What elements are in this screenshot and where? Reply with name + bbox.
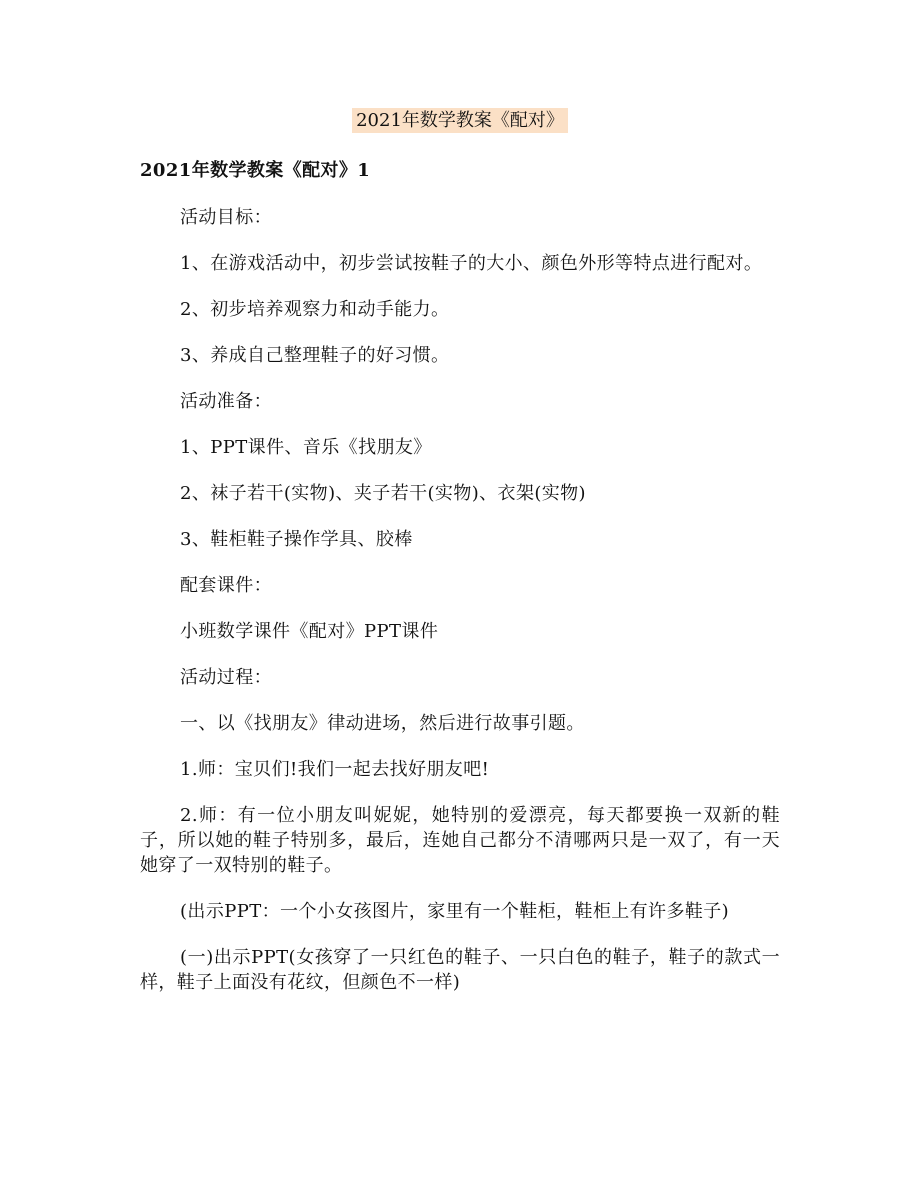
paragraph: 活动准备： — [180, 391, 272, 412]
document-body — [140, 158, 780, 1016]
paragraph: 小班数学课件《配对》PPT课件 — [180, 621, 439, 642]
document-title — [0, 108, 920, 134]
paragraph: 2.师：有一位小朋友叫妮妮，她特别的爱漂亮，每天都要换一双新的鞋子，所以她的鞋子特别多，最后，连她自己都分不清哪两只是一双了，有一天她穿了一双特别的鞋子。 — [140, 805, 780, 876]
document-title-text: 2021年数学教案《配对》 — [352, 108, 568, 133]
paragraph: 1.师：宝贝们!我们一起去找好朋友吧! — [180, 759, 490, 780]
paragraph: 1、PPT课件、音乐《找朋友》 — [180, 437, 432, 458]
paragraph: 2、初步培养观察力和动手能力。 — [180, 299, 450, 320]
paragraph: (出示PPT：一个小女孩图片，家里有一个鞋柜，鞋柜上有许多鞋子) — [180, 901, 730, 922]
paragraph: 2、袜子若干(实物)、夹子若干(实物)、衣架(实物) — [180, 483, 586, 504]
paragraph: (一)出示PPT(女孩穿了一只红色的鞋子、一只白色的鞋子，鞋子的款式一样，鞋子上面没有花纹，但颜色不一样) — [140, 947, 780, 993]
paragraph: 3、鞋柜鞋子操作学具、胶棒 — [180, 529, 413, 550]
paragraph: 一、以《找朋友》律动进场，然后进行故事引题。 — [180, 713, 585, 734]
paragraph: 3、养成自己整理鞋子的好习惯。 — [180, 345, 450, 366]
paragraph: 活动过程： — [180, 667, 272, 688]
section-heading: 2021年数学教案《配对》1 — [140, 160, 371, 181]
paragraph: 配套课件： — [180, 575, 272, 596]
paragraph: 活动目标： — [180, 207, 272, 228]
paragraph: 1、在游戏活动中，初步尝试按鞋子的大小、颜色外形等特点进行配对。 — [180, 253, 763, 274]
